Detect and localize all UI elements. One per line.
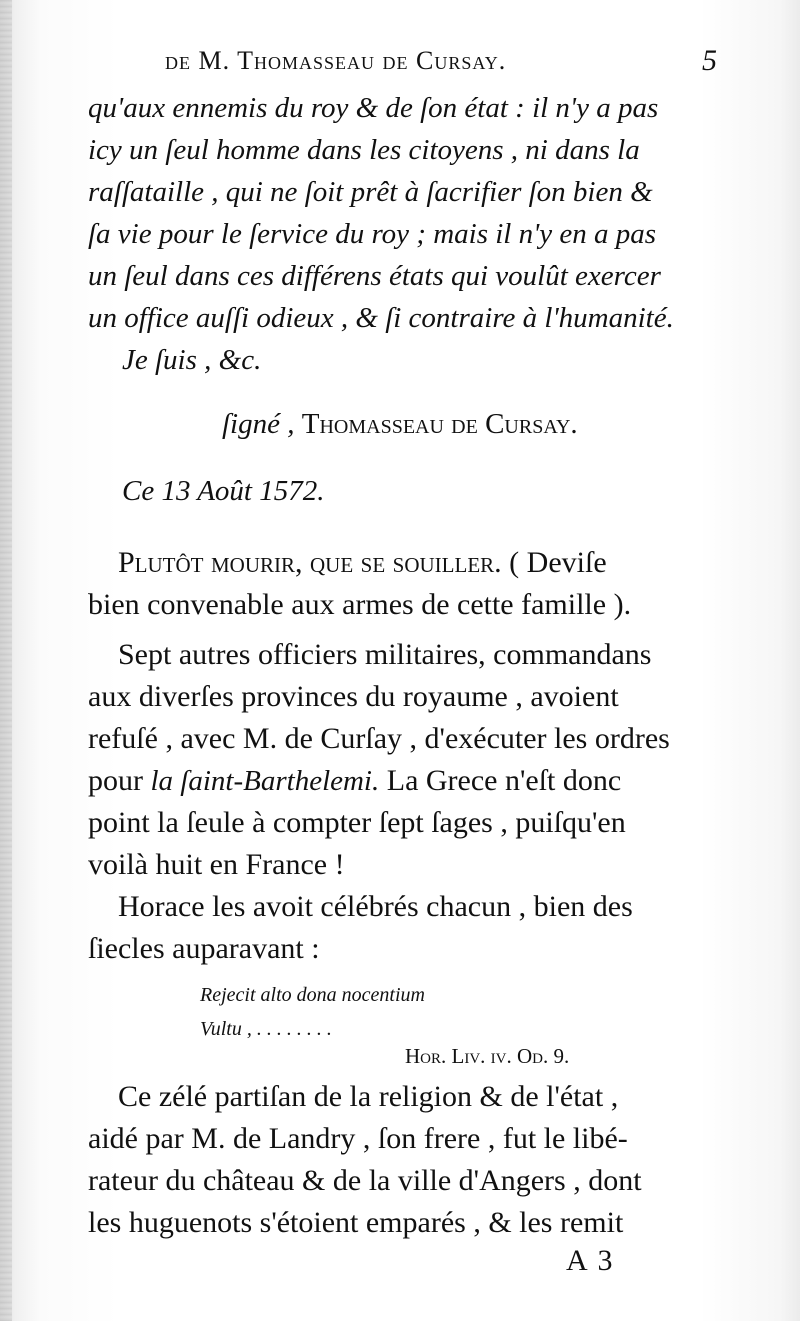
motto-devise: ( Deviſe: [509, 546, 607, 579]
p2-line-5: point la ſeule à compter ſept ſages , puiſqu'en: [88, 806, 626, 839]
p3-line-1: Horace les avoit célébrés chacun , bien des: [118, 890, 633, 923]
letter-line-3: raſſataille , qui ne ſoit prêt à ſacrifier ſon bien &: [88, 176, 653, 208]
p4-line-1: Ce zélé partiſan de la religion & de l'état ,: [118, 1080, 619, 1113]
p2-line-2: aux diverſes provinces du royaume , avoient: [88, 680, 619, 713]
p2-line-6: voilà huit en France !: [88, 848, 345, 881]
motto-caps: Plutôt mourir, que se souiller.: [118, 546, 502, 579]
quote-line-1: Rejecit alto dona nocentium: [200, 984, 425, 1006]
letter-line-5: un ſeul dans ces différens états qui voulût exercer: [88, 260, 661, 292]
p2-word-pour: pour: [88, 764, 143, 797]
letter-line-6: un office auſſi odieux , & ſi contraire à l'humanité.: [88, 302, 674, 334]
quote-reference: Hor. Liv. iv. Od. 9.: [405, 1044, 570, 1068]
running-head: de M. Thomasseau de Cursay.: [165, 46, 507, 75]
letter-line-4: ſa vie pour le ſervice du roy ; mais il n'y en a pas: [88, 218, 657, 250]
signature-prefix: ſigné ,: [222, 408, 295, 440]
date-month: Août: [197, 475, 252, 507]
motto-line-1: [118, 546, 607, 580]
letter-closing: Je ſuis , &c.: [122, 344, 262, 376]
signature-name: Thomasseau de Cursay.: [301, 408, 578, 440]
date-day: 13: [161, 475, 191, 507]
signature: [222, 408, 578, 441]
letter-line-1: qu'aux ennemis du roy & de ſon état : il n'y a pas: [88, 92, 659, 124]
signature-mark: A 3: [566, 1244, 615, 1277]
p4-line-4: les huguenots s'étoient emparés , & les remit: [88, 1206, 624, 1239]
p2-line-1: Sept autres officiers militaires, commandans: [118, 638, 652, 671]
page-number: 5: [702, 44, 717, 77]
p4-line-2: aidé par M. de Landry , ſon frere , fut le libé-: [88, 1122, 628, 1155]
page-gutter-shadow: [0, 0, 12, 1321]
date-prefix: Ce: [122, 475, 155, 507]
p4-line-3: rateur du château & de la ville d'Angers , dont: [88, 1164, 642, 1197]
p2-grece: La Grece n'eſt donc: [386, 764, 622, 797]
p2-saint-barthelemi: la ſaint-Barthelemi.: [150, 765, 380, 797]
p3-line-2: ſiecles auparavant :: [88, 932, 320, 965]
date-year: 1572.: [259, 475, 325, 507]
letter-date: [122, 475, 324, 508]
letter-line-2: icy un ſeul homme dans les citoyens , ni dans la: [88, 134, 640, 166]
motto-line-2: bien convenable aux armes de cette famille ).: [88, 588, 632, 621]
p2-line-4: [88, 764, 621, 798]
quote-line-2: Vultu , . . . . . . . .: [200, 1018, 332, 1040]
p2-line-3: refuſé , avec M. de Curſay , d'exécuter les ordres: [88, 722, 670, 755]
